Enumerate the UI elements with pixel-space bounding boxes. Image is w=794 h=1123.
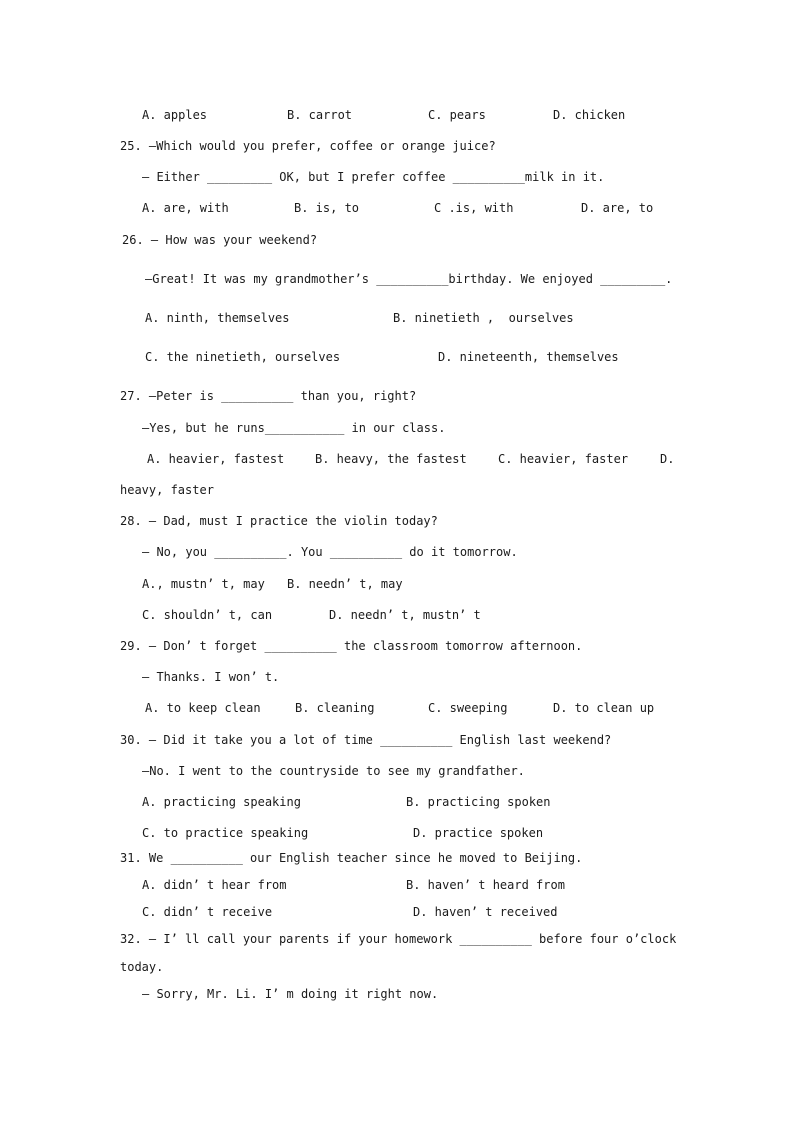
q27-prompt: 27. —Peter is __________ than you, right? (120, 389, 417, 403)
q28-option-c: C. shouldn’ t, can (142, 608, 273, 622)
q24-option-d: D. chicken (553, 108, 626, 122)
q26-option-b: B. ninetieth , ourselves (393, 311, 574, 325)
q30-option-d: D. practice spoken (413, 826, 544, 840)
q26-prompt: 26. — How was your weekend? (122, 233, 318, 247)
q25-option-b: B. is, to (294, 201, 360, 215)
q26-response: —Great! It was my grandmother’s __________birthday. We enjoyed _________. (145, 272, 673, 286)
q32-response: — Sorry, Mr. Li. I’ m doing it right now. (142, 987, 439, 1001)
q24-option-a: A. apples (142, 108, 208, 122)
q27-response: —Yes, but he runs___________ in our class. (142, 421, 446, 435)
q27-option-b: B. heavy, the fastest (315, 452, 467, 466)
q30-option-a: A. practicing speaking (142, 795, 301, 809)
q25-response: — Either _________ OK, but I prefer coffee __________milk in it. (142, 170, 605, 184)
q29-option-a: A. to keep clean (145, 701, 261, 715)
q26-option-a: A. ninth, themselves (145, 311, 290, 325)
q29-option-d: D. to clean up (553, 701, 655, 715)
q32-prompt: 32. — I’ ll call your parents if your homework __________ before four o’clock (120, 932, 677, 946)
q24-option-c: C. pears (428, 108, 486, 122)
q26-option-d: D. nineteenth, themselves (438, 350, 619, 364)
q28-option-a: A., mustn’ t, may (142, 577, 265, 591)
q25-option-d: D. are, to (581, 201, 654, 215)
q27-option-d-label: D. (660, 452, 675, 466)
q28-option-d: D. needn’ t, mustn’ t (329, 608, 481, 622)
q29-prompt: 29. — Don’ t forget __________ the classroom tomorrow afternoon. (120, 639, 583, 653)
q27-option-c: C. heavier, faster (498, 452, 629, 466)
q28-prompt: 28. — Dad, must I practice the violin today? (120, 514, 438, 528)
q32-prompt-continued: today. (120, 960, 164, 974)
q25-option-c: C .is, with (434, 201, 514, 215)
q31-option-d: D. haven’ t received (413, 905, 558, 919)
q25-option-a: A. are, with (142, 201, 229, 215)
q31-prompt: 31. We __________ our English teacher since he moved to Beijing. (120, 851, 583, 865)
q30-prompt: 30. — Did it take you a lot of time __________ English last weekend? (120, 733, 612, 747)
q29-response: — Thanks. I won’ t. (142, 670, 280, 684)
q30-response: —No. I went to the countryside to see my grandfather. (142, 764, 525, 778)
q31-option-b: B. haven’ t heard from (406, 878, 565, 892)
q27-option-d-text: heavy, faster (120, 483, 214, 497)
q29-option-c: C. sweeping (428, 701, 508, 715)
q27-option-a: A. heavier, fastest (147, 452, 285, 466)
q28-response: — No, you __________. You __________ do it tomorrow. (142, 545, 518, 559)
q30-option-b: B. practicing spoken (406, 795, 551, 809)
q25-prompt: 25. —Which would you prefer, coffee or orange juice? (120, 139, 496, 153)
q31-option-a: A. didn’ t hear from (142, 878, 287, 892)
q29-option-b: B. cleaning (295, 701, 375, 715)
q28-option-b: B. needn’ t, may (287, 577, 403, 591)
q31-option-c: C. didn’ t receive (142, 905, 273, 919)
q26-option-c: C. the ninetieth, ourselves (145, 350, 341, 364)
q30-option-c: C. to practice speaking (142, 826, 309, 840)
q24-option-b: B. carrot (287, 108, 353, 122)
